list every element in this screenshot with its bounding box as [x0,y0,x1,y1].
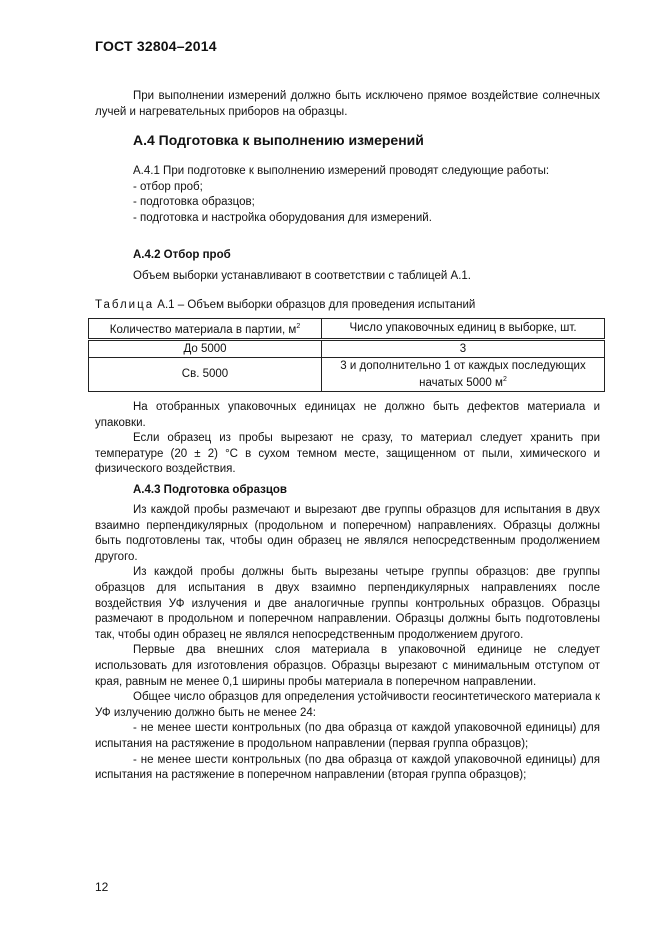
table-header-cell: Число упаковочных единиц в выборке, шт. [322,319,605,340]
table-header-cell [89,319,322,340]
paragraph-a41: А.4.1 При подготовке к выполнению измерений проводят следующие работы: [133,165,550,177]
table-header-row [89,319,605,340]
paragraph: Из каждой пробы должны быть вырезаны четыре группы образцов: две группы образцов для испытания в двух взаимно перпендикулярных направлениях после воздействия УФ излучения и две аналогичные группы контрольных образцов. Образцы размечают в продольном и поперечном направлении. Образцы должны быть подготовлены так, чтобы один образец не являлся непосредственным продолжением другого. [95,566,600,641]
table-cell: До 5000 [89,339,322,357]
section-a4 [95,133,600,149]
intro-paragraph: При выполнении измерений должно быть исключено прямое воздействие солнечных лучей и нагревательных приборов на образцы. [95,90,600,118]
table-cell-text: 3 и дополнительно 1 от каждых последующих начатых 5000 м [340,359,586,389]
paragraph: - не менее шести контрольных (по два образца от каждой упаковочной единицы) для испытания на растяжение в поперечном направлении (вторая группа образцов); [95,753,600,782]
table-cell [322,357,605,391]
table-cell: Св. 5000 [89,357,322,391]
paragraph: Если образец из пробы вырезают не сразу, то материал следует хранить при температуре (20 ± 2) °С в сухом темном месте, защищенном от пыли, химического и физического воздействия. [95,432,600,476]
col1-header-text: Количество материала в партии, м [109,323,297,336]
after-table-block [95,400,600,478]
list-item: - отбор проб; [133,180,203,193]
paragraph: Из каждой пробы размечают и вырезают две группы образцов для испытания в двух взаимно перпендикулярных (продольном и поперечном) направлениях. Образцы должны быть подготовлены так, чтобы один образец не являлся непосредственным продолжением другого. [95,504,600,563]
intro-block [95,89,600,120]
section-a42-body [95,269,600,285]
table-caption [95,298,600,314]
table-row [89,339,605,357]
list-item: - подготовка образцов; [133,196,255,209]
table-row [89,357,605,391]
document-header: ГОСТ 32804–2014 [95,38,217,54]
paragraph: На отобранных упаковочных единицах не должно быть дефектов материала и упаковки. [95,401,600,429]
col1-header-sup: 2 [296,323,301,330]
list-item: - подготовка и настройка оборудования для измерений. [133,211,432,224]
table-cell-sup: 2 [502,375,507,383]
section-heading-a42: А.4.2 Отбор проб [133,249,231,261]
paragraph: - не менее шести контрольных (по два образца от каждой упаковочной единицы) для испытания на растяжение в продольном направлении (первая группа образцов); [95,722,600,750]
paragraph-a42: Объем выборки устанавливают в соответствии с таблицей А.1. [133,270,471,282]
table-block [95,318,600,392]
table-cell: 3 [322,339,605,357]
table-caption-text: А.1 – Объем выборки образцов для проведения испытаний [154,299,476,311]
section-heading-a4: А.4 Подготовка к выполнению измерений [133,132,424,148]
table-caption-word: Таблица [95,299,155,311]
section-a43-body [95,503,600,784]
section-a4-body [95,164,600,226]
section-heading-a43: А.4.3 Подготовка образцов [133,484,287,496]
section-a42 [95,248,600,264]
paragraph: Общее число образцов для определения устойчивости геосинтетического материала к УФ излучению должно быть не менее 24: [95,691,600,719]
paragraph: Первые два внешних слоя материала в упаковочной единице не следует использовать для изготовления образцов. Образцы вырезают с минимальным отступом от края, равным не менее 0,1 ширины пробы материала в поперечном направлении. [95,644,600,688]
section-a43 [95,483,600,499]
table-caption-block [95,298,600,314]
sample-size-table [88,318,605,392]
page-number: 12 [95,880,109,894]
